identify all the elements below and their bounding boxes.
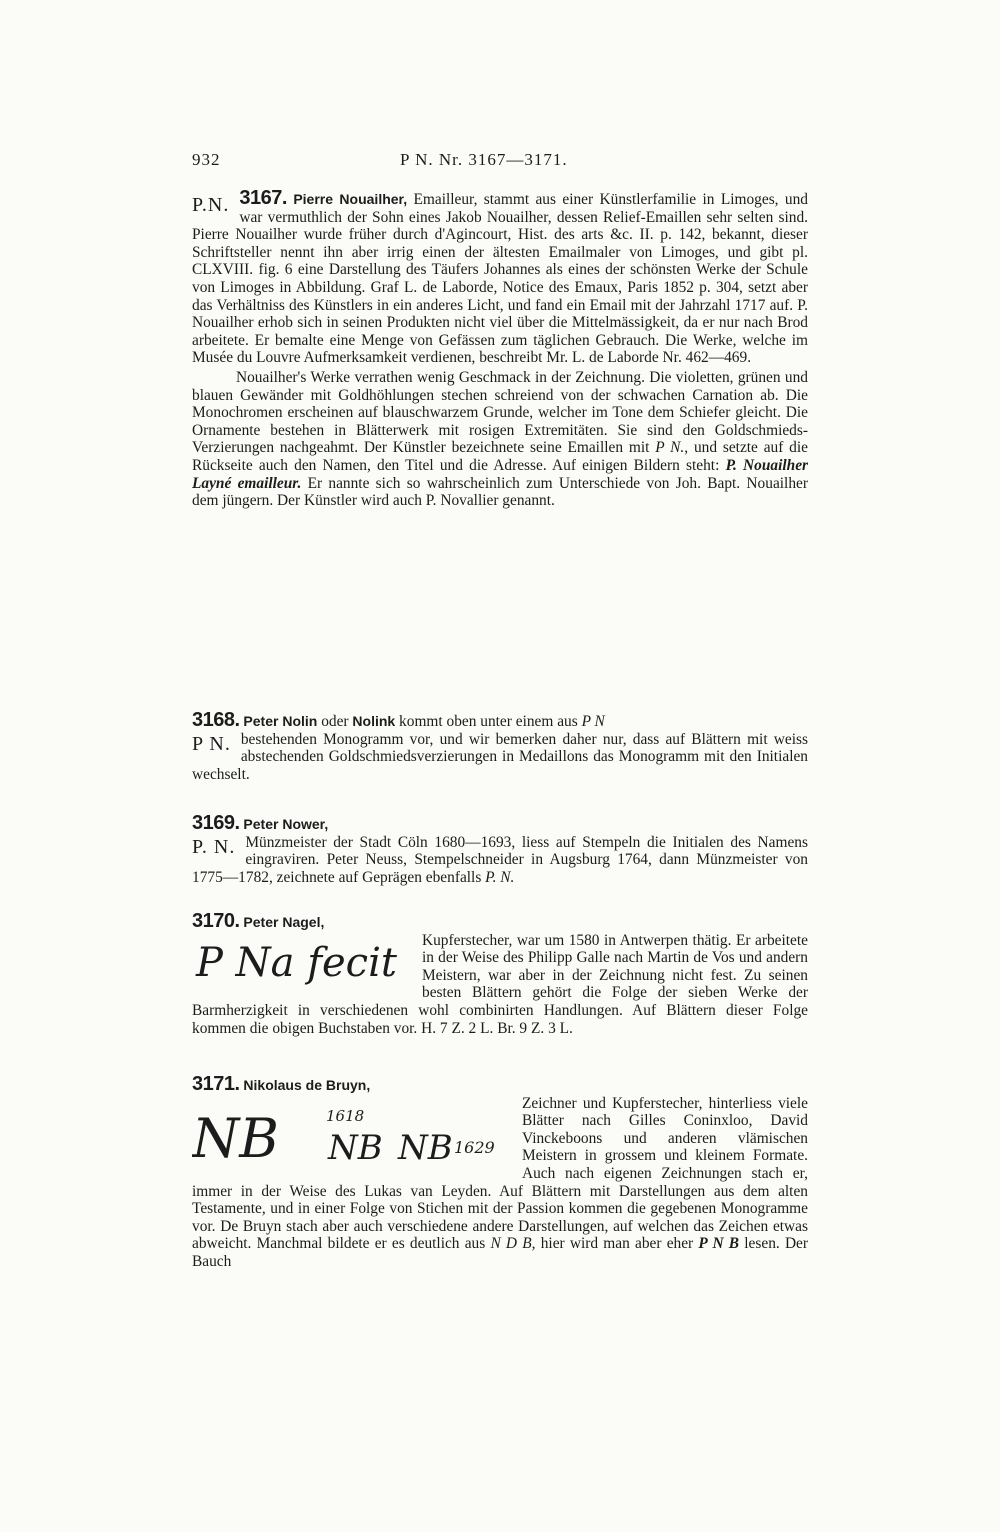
entry-name: Nikolaus de Bruyn, bbox=[243, 1077, 371, 1093]
signature-text: P Na fecit bbox=[196, 939, 397, 986]
entry-3169: 3169. Peter Nower, P. N. Münzmeister der Stadt Cöln 1680—1693, liess auf Stempeln die Initialen des Namens eingraviren. Peter Neuss, Stempelschneider in Augsburg 1764, dann Münzmeister von 1775—1782, zeichnete auf Geprägen ebenfalls P. N. bbox=[192, 812, 808, 886]
monogram-small: NB bbox=[398, 1127, 453, 1167]
monogram-medium: NB bbox=[328, 1127, 383, 1167]
entry-3170: 3170. Peter Nagel, P Na fecit Kupferstecher, war um 1580 in Antwerpen thätig. Er arbeitete in der Weise des Philipp Galle nach Martin de Vos und andern Meistern, war aber in der Zeichnung nicht fest. Zu seinen besten Blättern gehört die Folge der sieben Werke der Barmherzigkeit in verschiedenen wohl combinirten Handlungen. Auf Blättern dieser Folge kommen die obigen Buchstaben vor. H. 7 Z. 2 L. Br. 9 Z. 3 L. bbox=[192, 910, 808, 1037]
monogram: P N. bbox=[192, 732, 231, 755]
entry-text: P.N. Emailleur, stammt aus einer Künstlerfamilie in Limoges, und war vermuthlich der Sohn eines Jakob Nouailher, dessen Relief-Emaillen sehr selten sind. Pierre Nouailher wurde früher durch d'Agincourt, Hist. des arts &c. II. p. 142, bekannt, dieser Schriftsteller nennt ihn aber irrig einen der ältesten Emailmaler von Limoges, und gibt pl. CLXVIII. fig. 6 eine Darstellung des Täufers Johannes als eines der schönsten Werke der Schule von Limoges in Abbildung. Graf L. de Laborde, Notice des Emaux, Paris 1852 p. 304, setzt aber das Verhältniss des Künstlers in ein anderes Licht, und fand ein Email mit der Jahrzahl 1717 auf. P. Nouailher erhob sich in seinen Produkten nicht viel über die Mittelmässigkeit, da er nur nach Brod arbeitete. Er bemalte eine Menge von Gefässen zum täglichen Gebrauch. Die Werke, welche im Musée du Louvre Aufmerksamkeit verdienen, beschreibt Mr. L. de Laborde Nr. 462—469. bbox=[192, 191, 808, 367]
monogram-year-1: 1618 bbox=[326, 1106, 365, 1125]
entry-name: Pierre Nouailher, bbox=[293, 191, 408, 207]
entry-number: 3169. bbox=[192, 812, 240, 834]
entry-number: 3168. bbox=[192, 709, 240, 731]
monogram-large: NB bbox=[192, 1106, 279, 1167]
monogram-marks bbox=[192, 1097, 512, 1167]
monogram-year-2: 1629 bbox=[454, 1137, 495, 1157]
entry-number: 3170. bbox=[192, 910, 240, 932]
entry-3167 bbox=[192, 187, 809, 510]
monogram: P.N. bbox=[192, 194, 230, 216]
entry-name: Peter Nolin bbox=[243, 713, 318, 729]
signature-mark bbox=[192, 934, 412, 988]
entry-number: 3171. bbox=[192, 1073, 240, 1095]
entry-paragraph: Nouailher's Werke verrathen wenig Geschmack in der Zeichnung. Die violetten, grünen und blauen Gewänder mit Goldhöhlungen stechen schreiend von der schwachen Carnation ab. Die Monochromen erscheinen auf blauschwarzem Grunde, welcher im Tone dem Schiefer gleicht. Die Ornamente bestehen in Blätterwerk mit rosigen Extremitäten. Sie sind den Goldschmieds-Verzierungen nachgeahmt. Der Künstler bezeichnete seine Emaillen mit P N., und setzte auf die Rückseite auch den Namen, den Titel und die Adresse. Auf einigen Bildern steht: P. Nouailher Layné emailleur. Er nannte sich so wahrscheinlich zum Unterschiede von Joh. Bapt. Nouailher dem jüngern. Der Künstler wird auch P. Novallier genannt. bbox=[192, 368, 809, 510]
page-number: 932 bbox=[192, 150, 221, 169]
entry-name: Peter Nagel, bbox=[243, 914, 325, 930]
page-header bbox=[192, 150, 808, 174]
running-title: P N. Nr. 3167—3171. bbox=[400, 150, 568, 169]
monogram: P. N. bbox=[192, 835, 236, 858]
entry-3171: 3171. Nikolaus de Bruyn, NB 1618 NB NB 1629 Zeichner und Kupferstecher, hinterliess viele Blätter nach Gilles Coninxloo, David Vinckeboons und anderen vlämischen Meistern in grossem und kleinem Formate. Auch nach eigenen Zeichnungen stach er, immer in der Weise des Lukas van Leyden. Auf Blättern mit Darstellungen aus dem alten Testamente, und in einer Folge von Stichen mit der Passion kommen die gegebenen Monogramme vor. De Bruyn stach aber auch verschiedene andere Darstellungen, auf welchen das Zeichen etwas abweicht. Manchmal bildete er es deutlich aus N D B, hier wird man aber eher P N B lesen. Der Bauch bbox=[192, 1073, 809, 1270]
entry-name: Peter Nower, bbox=[243, 816, 329, 832]
entry-number: 3167. bbox=[239, 187, 287, 209]
entry-3168: 3168. Peter Nolin oder Nolink kommt oben unter einem aus P N P N. bestehenden Monogramm vor, und wir bemerken daher nur, dass auf Blättern mit weiss abstechenden Goldschmiedsverzierungen in Medaillons das Monogramm mit den Initialen wechselt. bbox=[192, 709, 808, 783]
